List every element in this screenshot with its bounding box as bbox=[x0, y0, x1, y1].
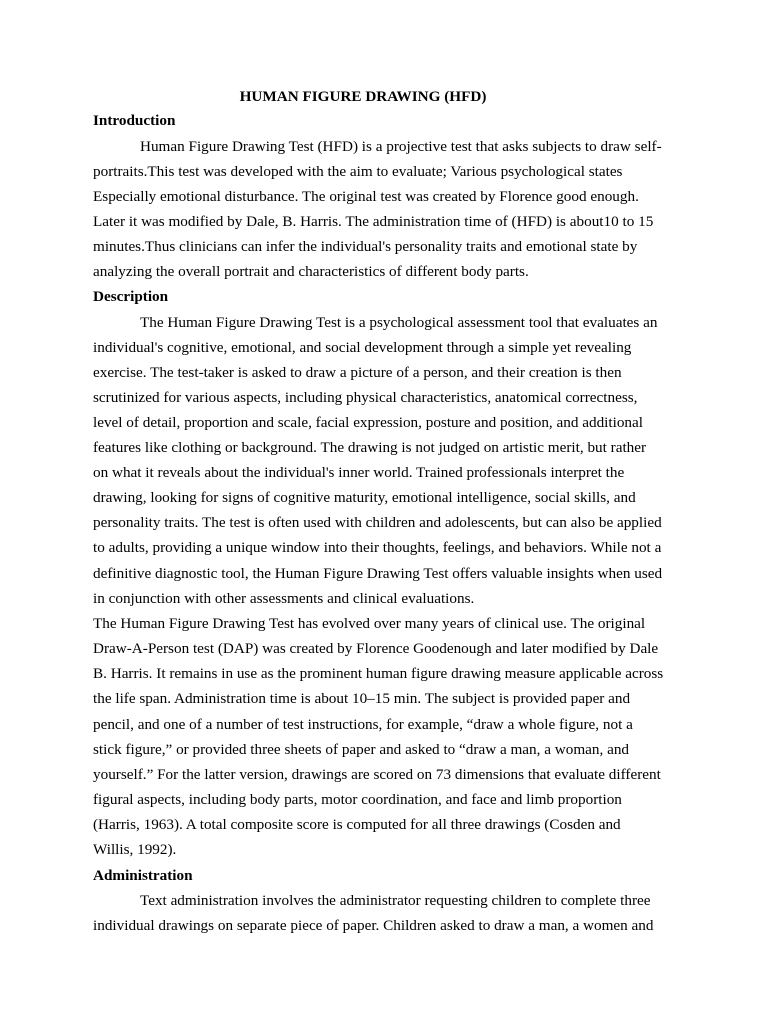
paragraph-line: The Human Figure Drawing Test has evolved over many years of clinical use. The original bbox=[93, 615, 646, 632]
paragraph-line: personality traits. The test is often used with children and adolescents, but can also be applied bbox=[93, 514, 662, 531]
paragraph-line: Draw-A-Person test (DAP) was created by Florence Goodenough and later modified by Dale bbox=[93, 640, 659, 657]
paragraph-line: minutes.Thus clinicians can infer the individual's personality traits and emotional state by bbox=[93, 238, 638, 255]
paragraph-line: Especially emotional disturbance. The original test was created by Florence good enough. bbox=[93, 188, 639, 205]
paragraph-line: (Harris, 1963). A total composite score is computed for all three drawings (Cosden and bbox=[93, 816, 621, 833]
paragraph-line: analyzing the overall portrait and characteristics of different body parts. bbox=[93, 263, 529, 280]
paragraph-line: pencil, and one of a number of test instructions, for example, “draw a whole figure, not a bbox=[93, 716, 633, 733]
paragraph-line: individual drawings on separate piece of paper. Children asked to draw a man, a women and bbox=[93, 917, 654, 934]
document-title: HUMAN FIGURE DRAWING (HFD) bbox=[239, 88, 487, 105]
paragraph-line: Later it was modified by Dale, B. Harris. The administration time of (HFD) is about10 to 15 bbox=[93, 213, 654, 230]
paragraph-line: scrutinized for various aspects, including physical characteristics, anatomical correctness, bbox=[93, 389, 638, 406]
paragraph-line: level of detail, proportion and scale, facial expression, posture and position, and additional bbox=[93, 414, 643, 431]
section-heading-administration: Administration bbox=[93, 867, 193, 884]
section-heading-introduction: Introduction bbox=[93, 112, 176, 129]
paragraph-line: Human Figure Drawing Test (HFD) is a projective test that asks subjects to draw self- bbox=[140, 138, 662, 155]
paragraph-line: The Human Figure Drawing Test is a psychological assessment tool that evaluates an bbox=[140, 314, 658, 331]
paragraph-line: figural aspects, including body parts, motor coordination, and face and limb proportion bbox=[93, 791, 622, 808]
paragraph-line: features like clothing or background. The drawing is not judged on artistic merit, but rather bbox=[93, 439, 647, 456]
paragraph-line: individual's cognitive, emotional, and social development through a simple yet revealing bbox=[93, 339, 632, 356]
section-heading-description: Description bbox=[93, 288, 169, 305]
paragraph-line: definitive diagnostic tool, the Human Figure Drawing Test offers valuable insights when used bbox=[93, 565, 663, 582]
paragraph-line: on what it reveals about the individual's inner world. Trained professionals interpret the bbox=[93, 464, 625, 481]
paragraph-line: yourself.” For the latter version, drawings are scored on 73 dimensions that evaluate different bbox=[93, 766, 661, 783]
paragraph-line: Willis, 1992). bbox=[93, 841, 177, 858]
paragraph-line: B. Harris. It remains in use as the prominent human figure drawing measure applicable across bbox=[93, 665, 664, 682]
paragraph-line: Text administration involves the administrator requesting children to complete three bbox=[140, 892, 651, 909]
paragraph-line: the life span. Administration time is about 10–15 min. The subject is provided paper and bbox=[93, 690, 631, 707]
paragraph-line: stick figure,” or provided three sheets of paper and asked to “draw a man, a woman, and bbox=[93, 741, 630, 758]
paragraph-line: drawing, looking for signs of cognitive maturity, emotional intelligence, social skills, and bbox=[93, 489, 636, 506]
paragraph-line: to adults, providing a unique window into their thoughts, feelings, and behaviors. While not a bbox=[93, 539, 662, 556]
paragraph-line: portraits.This test was developed with the aim to evaluate; Various psychological states bbox=[93, 163, 623, 180]
paragraph-line: exercise. The test-taker is asked to draw a picture of a person, and their creation is then bbox=[93, 364, 622, 381]
paragraph-line: in conjunction with other assessments and clinical evaluations. bbox=[93, 590, 475, 607]
